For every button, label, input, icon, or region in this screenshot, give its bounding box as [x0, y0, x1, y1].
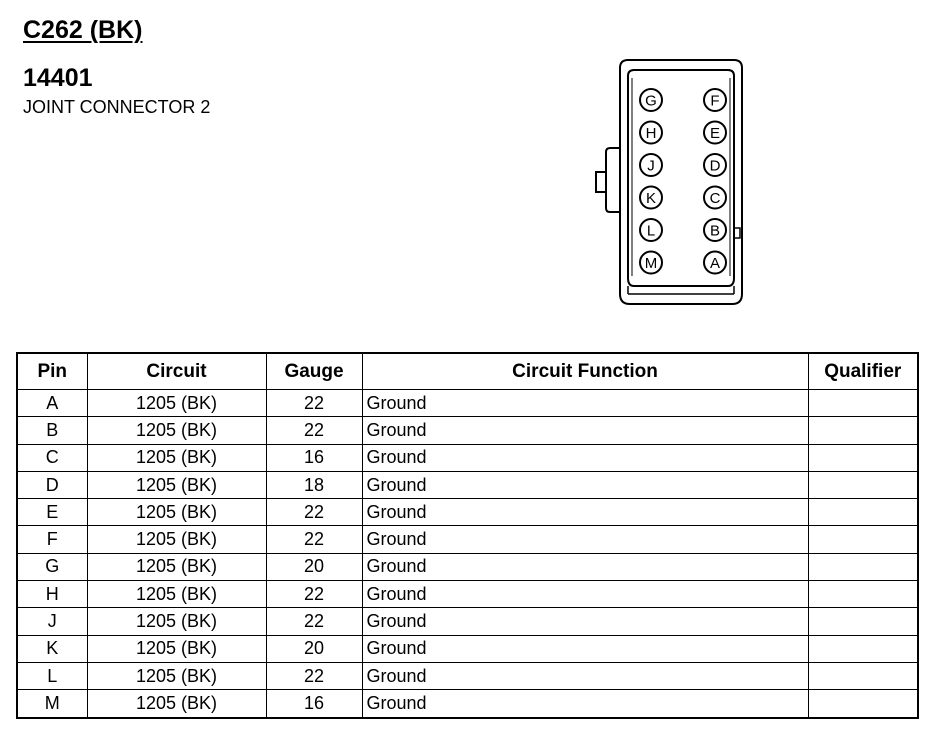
column-header-gauge: Gauge: [266, 353, 362, 390]
gauge-cell: 22: [266, 417, 362, 444]
gauge-cell: 22: [266, 499, 362, 526]
connector-pin-label: D: [709, 157, 721, 175]
pin-cell: M: [17, 690, 87, 718]
table-row: [17, 662, 918, 689]
part-number: 14401: [23, 64, 93, 92]
circuit-cell: 1205 (BK): [87, 471, 266, 498]
connector-pin-label: F: [710, 92, 720, 110]
connector-pin-label: K: [645, 190, 657, 207]
connector-pin-label: L: [646, 222, 656, 240]
qualifier-cell: [808, 390, 918, 417]
table-row: [17, 608, 918, 635]
connector-pin: [640, 154, 662, 176]
pin-cell: J: [17, 608, 87, 635]
qualifier-cell: [808, 690, 918, 718]
table-row: [17, 690, 918, 718]
gauge-cell: 22: [266, 662, 362, 689]
circuit-cell: 1205 (BK): [87, 444, 266, 471]
column-header-pin: Pin: [17, 353, 87, 390]
qualifier-cell: [808, 444, 918, 471]
connector-pin: [704, 89, 726, 111]
connector-pin: [704, 252, 726, 274]
table-row: [17, 471, 918, 498]
pin-cell: H: [17, 581, 87, 608]
table-row: [17, 581, 918, 608]
circuit-cell: 1205 (BK): [87, 635, 266, 662]
connector-pin-label: E: [709, 125, 721, 142]
circuit-function-cell: Ground: [362, 662, 808, 689]
gauge-cell: 20: [266, 635, 362, 662]
circuit-function-cell: Ground: [362, 526, 808, 553]
circuit-function-cell: Ground: [362, 499, 808, 526]
table-row: [17, 499, 918, 526]
circuit-cell: 1205 (BK): [87, 553, 266, 580]
gauge-cell: 20: [266, 553, 362, 580]
pin-cell: B: [17, 417, 87, 444]
connector-pin-label: H: [645, 125, 657, 142]
table-header-row: [17, 353, 918, 390]
qualifier-cell: [808, 608, 918, 635]
circuit-cell: 1205 (BK): [87, 581, 266, 608]
pin-cell: F: [17, 526, 87, 553]
circuit-cell: 1205 (BK): [87, 690, 266, 718]
qualifier-cell: [808, 553, 918, 580]
connector-pin: [640, 219, 662, 241]
connector-pin-label: J: [647, 157, 655, 175]
qualifier-cell: [808, 499, 918, 526]
gauge-cell: 16: [266, 690, 362, 718]
connector-pin: [640, 252, 662, 274]
table-row: [17, 444, 918, 471]
part-name: JOINT CONNECTOR 2: [23, 97, 211, 117]
connector-pin-label: A: [709, 255, 721, 272]
circuit-function-cell: Ground: [362, 390, 808, 417]
circuit-cell: 1205 (BK): [87, 662, 266, 689]
gauge-cell: 16: [266, 444, 362, 471]
column-header-circuit-function: Circuit Function: [362, 353, 808, 390]
table-row: [17, 526, 918, 553]
circuit-cell: 1205 (BK): [87, 526, 266, 553]
circuit-function-cell: Ground: [362, 417, 808, 444]
connector-pin: [640, 122, 662, 144]
connector-pin: [704, 122, 726, 144]
qualifier-cell: [808, 471, 918, 498]
qualifier-cell: [808, 417, 918, 444]
circuit-function-cell: Ground: [362, 444, 808, 471]
connector-pin: [640, 187, 662, 209]
qualifier-cell: [808, 662, 918, 689]
pin-cell: E: [17, 499, 87, 526]
circuit-function-cell: Ground: [362, 635, 808, 662]
table-row: [17, 417, 918, 444]
gauge-cell: 22: [266, 390, 362, 417]
circuit-cell: 1205 (BK): [87, 499, 266, 526]
connector-pin-label: G: [645, 92, 657, 110]
connector-face-diagram: [588, 58, 748, 310]
column-header-qualifier: Qualifier: [808, 353, 918, 390]
gauge-cell: 22: [266, 526, 362, 553]
circuit-function-cell: Ground: [362, 581, 808, 608]
circuit-function-cell: Ground: [362, 553, 808, 580]
circuit-cell: 1205 (BK): [87, 390, 266, 417]
connector-pin: [640, 89, 662, 111]
qualifier-cell: [808, 635, 918, 662]
pin-cell: A: [17, 390, 87, 417]
pinout-table: [16, 352, 919, 719]
connector-title: C262 (BK): [23, 16, 143, 44]
connector-pin-label: B: [709, 222, 721, 240]
connector-pin-label: M: [644, 255, 658, 272]
table-row: [17, 390, 918, 417]
pin-cell: K: [17, 635, 87, 662]
pin-cell: G: [17, 553, 87, 580]
table-row: [17, 553, 918, 580]
column-header-circuit: Circuit: [87, 353, 266, 390]
circuit-cell: 1205 (BK): [87, 417, 266, 444]
pin-cell: D: [17, 471, 87, 498]
connector-pin: [704, 154, 726, 176]
gauge-cell: 22: [266, 608, 362, 635]
circuit-function-cell: Ground: [362, 471, 808, 498]
circuit-function-cell: Ground: [362, 690, 808, 718]
circuit-function-cell: Ground: [362, 608, 808, 635]
circuit-cell: 1205 (BK): [87, 608, 266, 635]
table-row: [17, 635, 918, 662]
pin-cell: C: [17, 444, 87, 471]
qualifier-cell: [808, 581, 918, 608]
connector-pin: [704, 219, 726, 241]
pin-cell: L: [17, 662, 87, 689]
gauge-cell: 18: [266, 471, 362, 498]
qualifier-cell: [808, 526, 918, 553]
connector-pin: [704, 187, 726, 209]
gauge-cell: 22: [266, 581, 362, 608]
connector-pin-label: C: [709, 190, 721, 207]
